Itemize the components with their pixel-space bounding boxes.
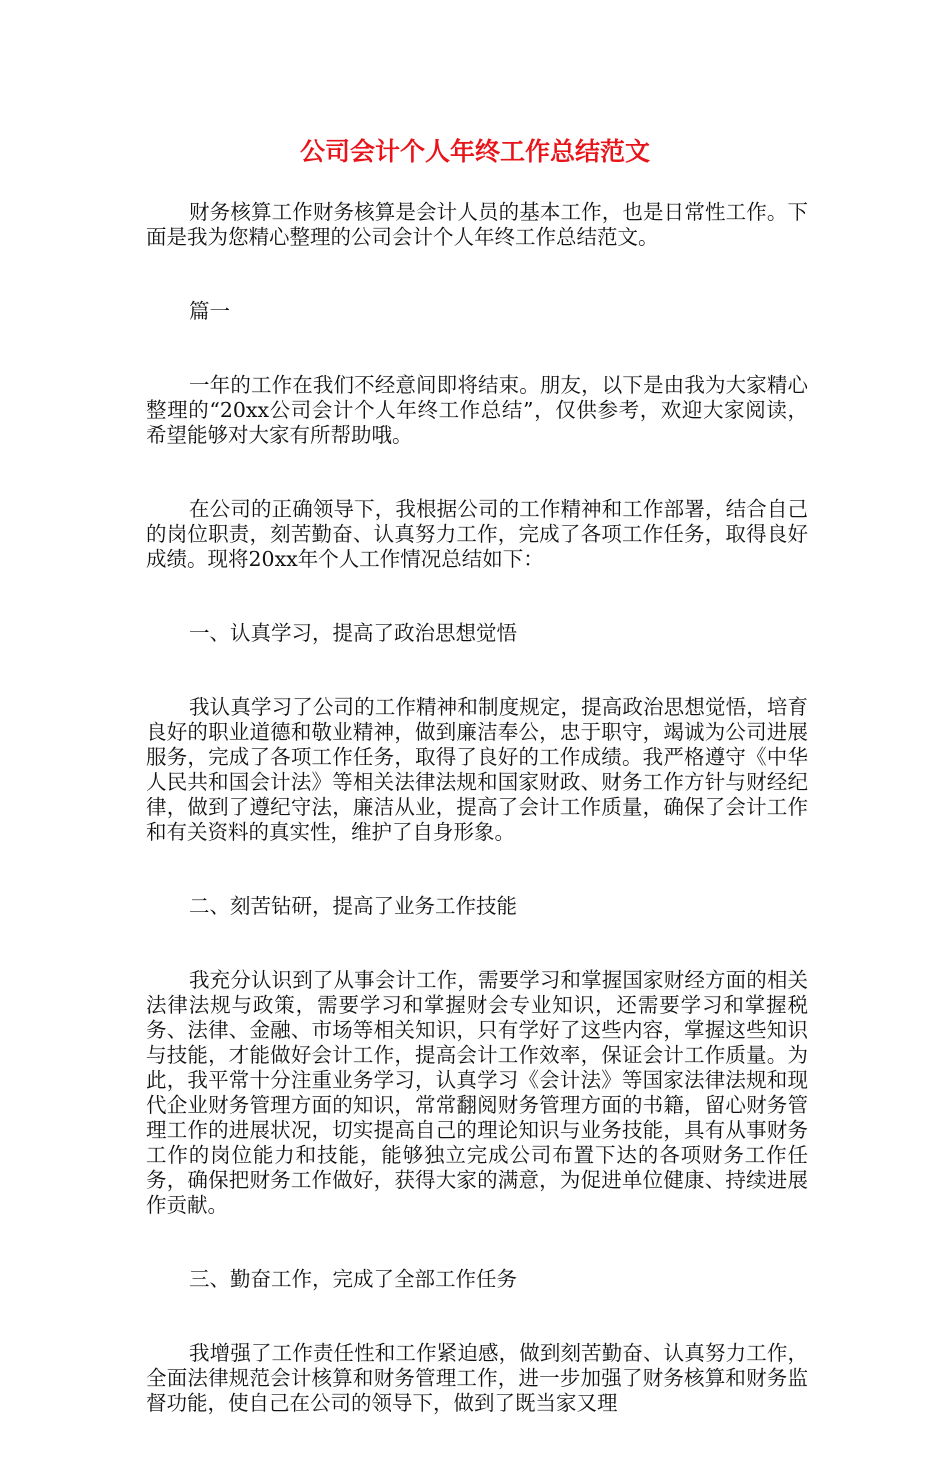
document-body (146, 200, 808, 1465)
section-heading-2: 二、刻苦钻研，提高了业务工作技能 (189, 894, 518, 918)
section-paragraph-1: 我认真学习了公司的工作精神和制度规定，提高政治思想觉悟，培育良好的职业道德和敬业精神，做到廉洁奉公，忠于职守，竭诚为公司进展服务，完成了各项工作任务，取得了良好的工作成绩。我严格遵守《中华人民共和国会计法》等相关法律法规和国家财政、财务工作方针与财经纪律，做到了遵纪守法，廉洁从业，提高了会计工作质量，确保了会计工作和有关资料的真实性，维护了自身形象。 (146, 695, 808, 844)
opening-paragraph: 一年的工作在我们不经意间即将结束。朋友，以下是由我为大家精心整理的“20xx公司会计个人年终工作总结”，仅供参考，欢迎大家阅读，希望能够对大家有所帮助哦。 (146, 373, 808, 447)
section-heading-3: 三、勤奋工作，完成了全部工作任务 (189, 1267, 518, 1291)
part-heading: 篇一 (189, 299, 231, 323)
intro-paragraph: 财务核算工作财务核算是会计人员的基本工作，也是日常性工作。下面是我为您精心整理的公司会计个人年终工作总结范文。 (146, 200, 808, 249)
document-title: 公司会计个人年终工作总结范文 (299, 137, 650, 166)
section-paragraph-3: 我增强了工作责任性和工作紧迫感，做到刻苦勤奋、认真努力工作，全面法律规范会计核算和财务管理工作，进一步加强了财务核算和财务监督功能，使自己在公司的领导下，做到了既当家又理 (146, 1341, 808, 1415)
summary-paragraph: 在公司的正确领导下，我根据公司的工作精神和工作部署，结合自己的岗位职责，刻苦勤奋、认真努力工作，完成了各项工作任务，取得良好成绩。现将20xx年个人工作情况总结如下： (146, 497, 808, 571)
section-heading-1: 一、认真学习，提高了政治思想觉悟 (189, 621, 518, 645)
section-paragraph-2: 我充分认识到了从事会计工作，需要学习和掌握国家财经方面的相关法律法规与政策，需要学习和掌握财会专业知识，还需要学习和掌握税务、法律、金融、市场等相关知识，只有学好了这些内容，掌握这些知识与技能，才能做好会计工作，提高会计工作效率，保证会计工作质量。为此，我平常十分注重业务学习，认真学习《会计法》等国家法律法规和现代企业财务管理方面的知识，常常翻阅财务管理方面的书籍，留心财务管理工作的进展状况，切实提高自己的理论知识与业务技能，具有从事财务工作的岗位能力和技能，能够独立完成公司布置下达的各项财务工作任务，确保把财务工作做好，获得大家的满意，为促进单位健康、持续进展作贡献。 (146, 968, 808, 1217)
